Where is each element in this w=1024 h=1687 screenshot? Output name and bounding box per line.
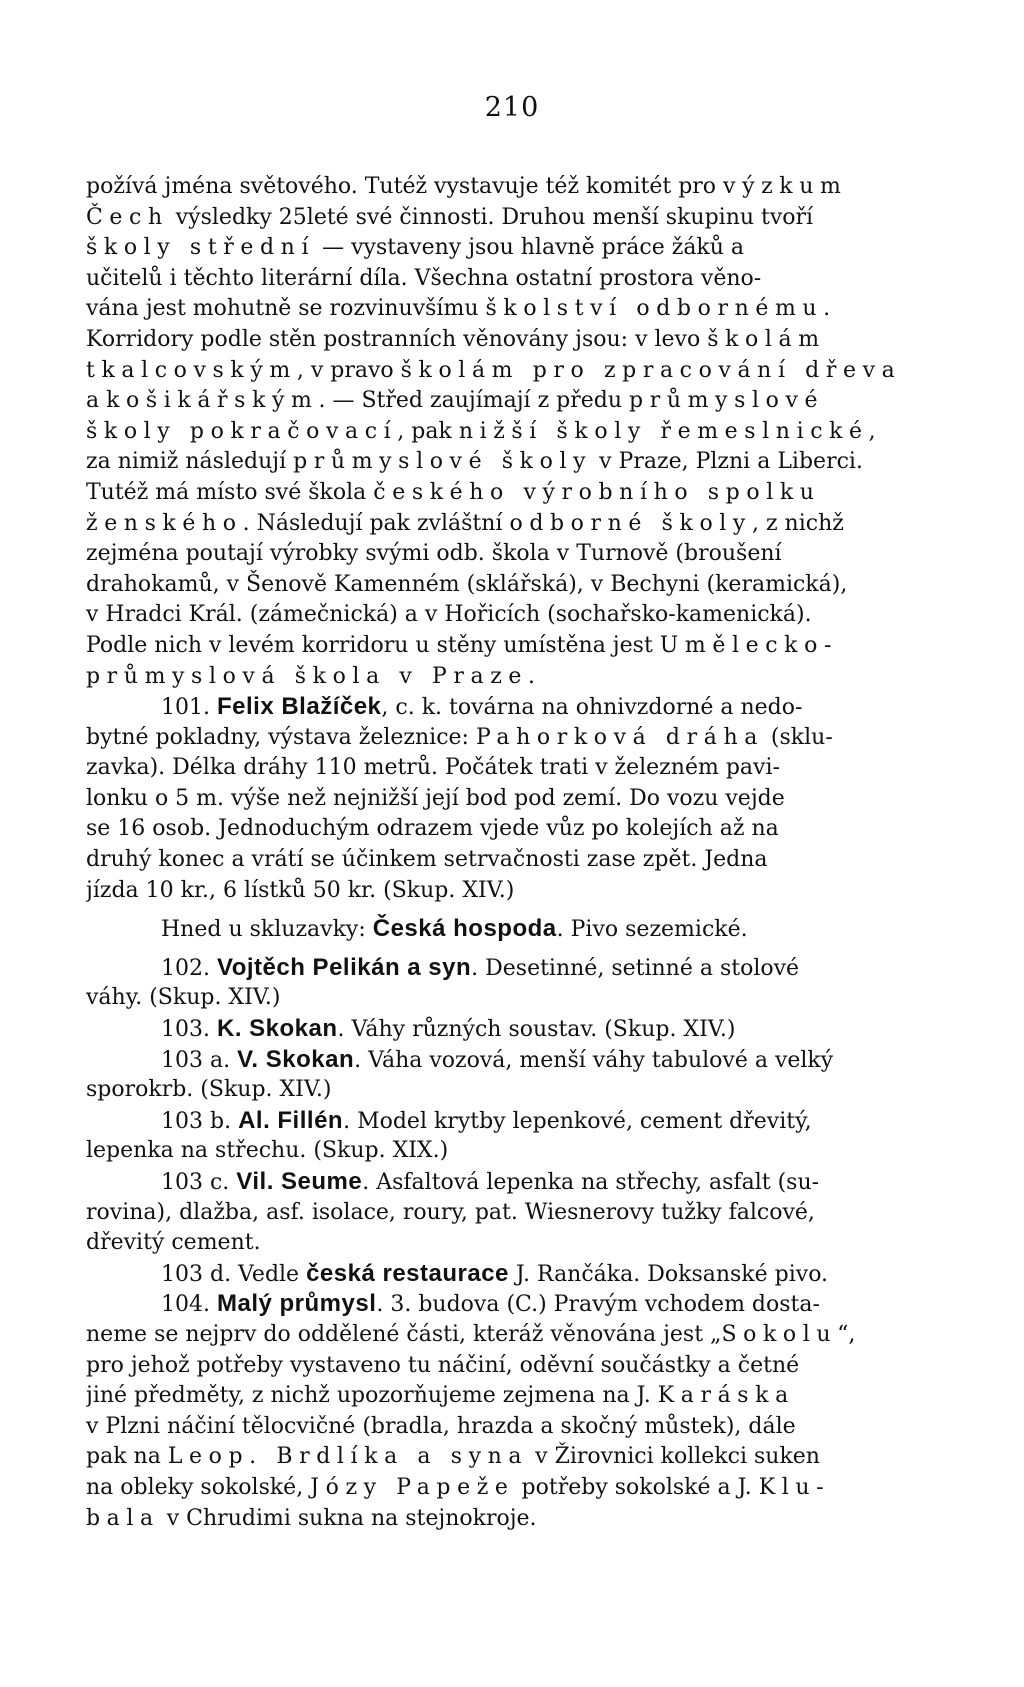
text-line: a košikářským. — Střed zaujímají z předu průmyslové [86,388,825,414]
text-line: lonku o 5 m. výše než nejnižší její bod pod zemí. Do vozu vejde [86,785,785,811]
text-line: Čech výsledky 25leté své činnosti. Druhou menší skupinu tvoří [86,204,814,230]
text-line: za nimiž následují průmyslové školy v Praze, Plzni a Liberci. [86,449,863,475]
text-line: ženského. Následují pak zvláštní odborné školy, z nichž [86,510,844,536]
page-text [86,172,982,1534]
text-line: druhý konec a vrátí se účinkem setrvačnosti zase zpět. Jedna [86,847,768,873]
text-line: Podle nich v levém korridoru u stěny umístěna jest Umělecko- [86,632,838,658]
text-line: 103 a. V. Skokan. Váha vozová, menší váhy tabulové a velký [161,1045,834,1073]
text-line: 103 d. Vedle česká restaurace J. Rančáka. Doksanské pivo. [161,1259,829,1287]
text-line: v Plzni náčiní tělocvičné (bradla, hrazda a skočný můstek), dále [86,1413,796,1439]
text-line: Hned u skluzavky: Česká hospoda. Pivo sezemické. [161,915,748,943]
text-line: školy střední — vystaveny jsou hlavně práce žáků a [86,235,745,261]
text-line: Korridory podle stěn postranních věnovány jsou: v levo školám [86,326,826,352]
text-line: v Hradci Král. (zámečnická) a v Hořicích (sochařsko-kamenická). [86,602,812,628]
text-line: 103 b. Al. Fillén. Model krytby lepenkové, cement dřevitý, [161,1106,812,1134]
text-line: jiné předměty, z nichž upozorňujeme zejmena na J. Karáska [86,1383,795,1409]
text-line: dřevitý cement. [86,1230,261,1256]
text-line: pro jehož potřeby vystaveno tu náčiní, oděvní součástky a četné [86,1352,800,1378]
text-line: zavka). Délka dráhy 110 metrů. Počátek trati v železném pavi- [86,755,780,781]
text-line: 104. Malý průmysl. 3. budova (C.) Pravým vchodem dosta- [161,1290,820,1318]
text-line: učitelů i těchto literární díla. Všechna ostatní prostora věno- [86,265,762,291]
text-line: požívá jména světového. Tutéž vystavuje též komitét pro výzkum [86,174,848,199]
text-line: školy pokračovací, pak nižší školy řemeslnické, [86,418,883,444]
text-line: lepenka na střechu. (Skup. XIX.) [86,1138,449,1164]
text-line: vána jest mohutně se rozvinuvšímu školství odbornému. [86,296,837,322]
text-line: 103 c. Vil. Seume. Asfaltová lepenka na střechy, asfalt (su- [161,1168,820,1195]
text-line: jízda 10 kr., 6 lístků 50 kr. (Skup. XIV.) [86,877,515,903]
text-line: na obleky sokolské, Józy Papeže potřeby sokolské a J. Klu- [86,1474,831,1500]
text-line: rovina), dlažba, asf. isolace, roury, pat. Wiesnerovy tužky falcové, [86,1199,815,1225]
text-line: neme se nejprv do oddělené části, kteráž věnována jest „Sokolu“, [86,1321,856,1347]
text-line: 103. K. Skokan. Váhy různých soustav. (Skup. XIV.) [161,1015,736,1043]
text-line: pak na Leop. Brdlíka a syna v Žirovnici kollekci suken [86,1444,820,1470]
text-line: se 16 osob. Jednoduchým odrazem vjede vůz po kolejích až na [86,816,779,842]
text-line: bytné pokladny, výstava železnice: Pahorková dráha (sklu- [86,724,833,750]
text-line: tkalcovským, v pravo školám pro zpracování dřeva [86,357,902,383]
text-line: 102. Vojtěch Pelikán a syn. Desetinné, setinné a stolové [161,953,800,981]
text-line: 101. Felix Blažíček, c. k. továrna na ohnivzdorné a nedo- [161,693,803,721]
text-line: zejména poutají výrobky svými odb. škola v Turnově (broušení [86,541,782,567]
text-line: drahokamů, v Šenově Kamenném (sklářská), v Bechyni (keramická), [86,571,848,597]
text-line: průmyslová škola v Praze. [86,663,542,689]
page-number: 210 [484,92,540,123]
text-line: Tutéž má místo své škola českého výrobního spolku [86,479,821,505]
text-line: sporokrb. (Skup. XIV.) [86,1077,332,1103]
text-line: bala v Chrudimi sukna na stejnokroje. [86,1505,537,1531]
text-line: váhy. (Skup. XIV.) [86,985,281,1011]
